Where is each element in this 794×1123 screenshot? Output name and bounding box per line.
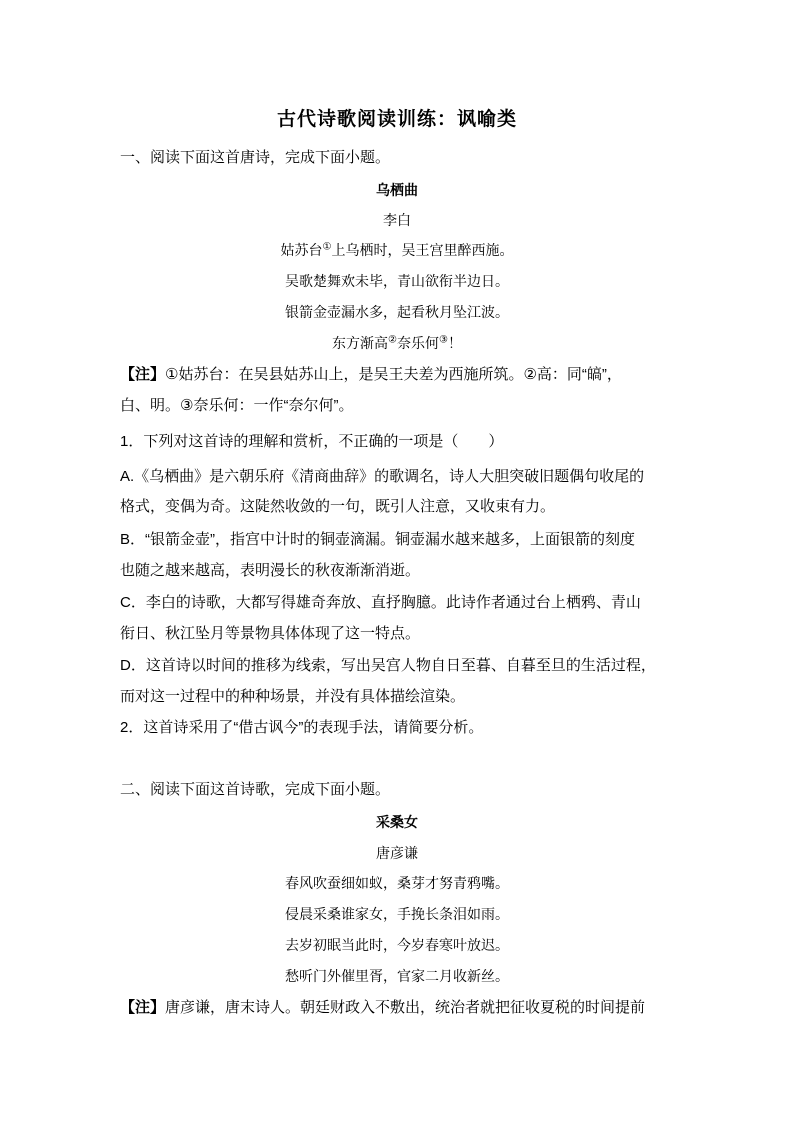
option-d-line-1: D．这首诗以时间的推移为线索，写出吴宫人物自日至暮、自暮至旦的生活过程， <box>120 657 656 674</box>
poem1-author: 李白 <box>383 213 411 229</box>
poem1-line-3: 银箭金壶漏水多，起看秋月坠江波。 <box>285 305 509 321</box>
footnote-ref-1: ① <box>322 241 332 253</box>
poem1-line-4 <box>0 333 794 353</box>
poem2-line-3: 去岁初眠当此时，今岁春寒叶放迟。 <box>285 938 509 954</box>
note1-mark: 【注】 <box>120 366 166 383</box>
note2-mark: 【注】 <box>120 999 166 1016</box>
option-c-line-2: 衔日、秋江坠月等景物具体体现了这一特点。 <box>120 625 421 642</box>
section2-heading: 二、阅读下面这首诗歌，完成下面小题。 <box>120 781 391 798</box>
note1-text-1: ①姑苏台：在吴县姑苏山上，是吴王夫差为西施所筑。②高：同“皜”， <box>165 366 622 383</box>
page-title: 古代诗歌阅读训练：讽喻类 <box>276 108 517 130</box>
option-a-line-2: 格式，变偶为奇。这陡然收敛的一句，既引人注意，又收束有力。 <box>120 498 556 515</box>
footnote-ref-2: ② <box>388 334 397 346</box>
question-1: 1．下列对这首诗的理解和赏析，不正确的一项是（ ） <box>120 433 504 450</box>
poem1-line-2: 吴歌楚舞欢未毕，青山欲衔半边日。 <box>285 274 509 290</box>
poem1-title: 乌栖曲 <box>376 183 418 199</box>
poem1-line-1 <box>0 240 794 260</box>
note1-line-1 <box>120 363 680 384</box>
option-a-line-1: A.《乌栖曲》是六朝乐府《清商曲辞》的歌调名，诗人大胆突破旧题偶句收尾的 <box>120 468 645 485</box>
poem1-line-4-c: ！ <box>447 336 462 352</box>
footnote-ref-3: ③ <box>439 334 448 346</box>
poem1-line-4-b: 奈乐何 <box>397 336 439 352</box>
option-b-line-2: 也随之越来越高，表明漫长的秋夜渐渐消逝。 <box>120 562 421 579</box>
poem2-title: 采桑女 <box>376 815 418 831</box>
note2-line-1 <box>120 996 680 1017</box>
poem2-author: 唐彦谦 <box>376 846 418 862</box>
option-c-line-1: C．李白的诗歌，大都写得雄奇奔放、直抒胸臆。此诗作者通过台上栖鸦、青山 <box>120 594 641 611</box>
section1-heading: 一、阅读下面这首唐诗，完成下面小题。 <box>120 149 391 166</box>
option-d-line-2: 而对这一过程中的种种场景，并没有具体描绘渲染。 <box>120 688 466 705</box>
poem2-line-2: 侵晨采桑谁家女，手挽长条泪如雨。 <box>285 907 509 923</box>
poem2-line-1: 春风吹蚕细如蚁，桑芽才努青鸦嘴。 <box>285 876 509 892</box>
note1-line-2: 白、明。③奈乐何：一作“奈尔何”。 <box>120 397 354 414</box>
poem1-line-4-a: 东方渐高 <box>332 336 389 352</box>
poem2-line-4: 愁听门外催里胥，官家二月收新丝。 <box>285 969 509 985</box>
option-b-line-1: B．“银箭金壶”，指宫中计时的铜壶滴漏。铜壶漏水越来越多，上面银箭的刻度 <box>120 531 635 548</box>
poem1-line-1-a: 姑苏台 <box>280 243 323 259</box>
poem1-line-1-b: 上乌栖时，吴王宫里醉西施。 <box>331 243 514 259</box>
note2-text-1: 唐彦谦，唐末诗人。朝廷财政入不敷出，统治者就把征收夏税的时间提前 <box>165 999 646 1016</box>
question-2: 2．这首诗采用了“借古讽今”的表现手法，请简要分析。 <box>120 719 484 736</box>
